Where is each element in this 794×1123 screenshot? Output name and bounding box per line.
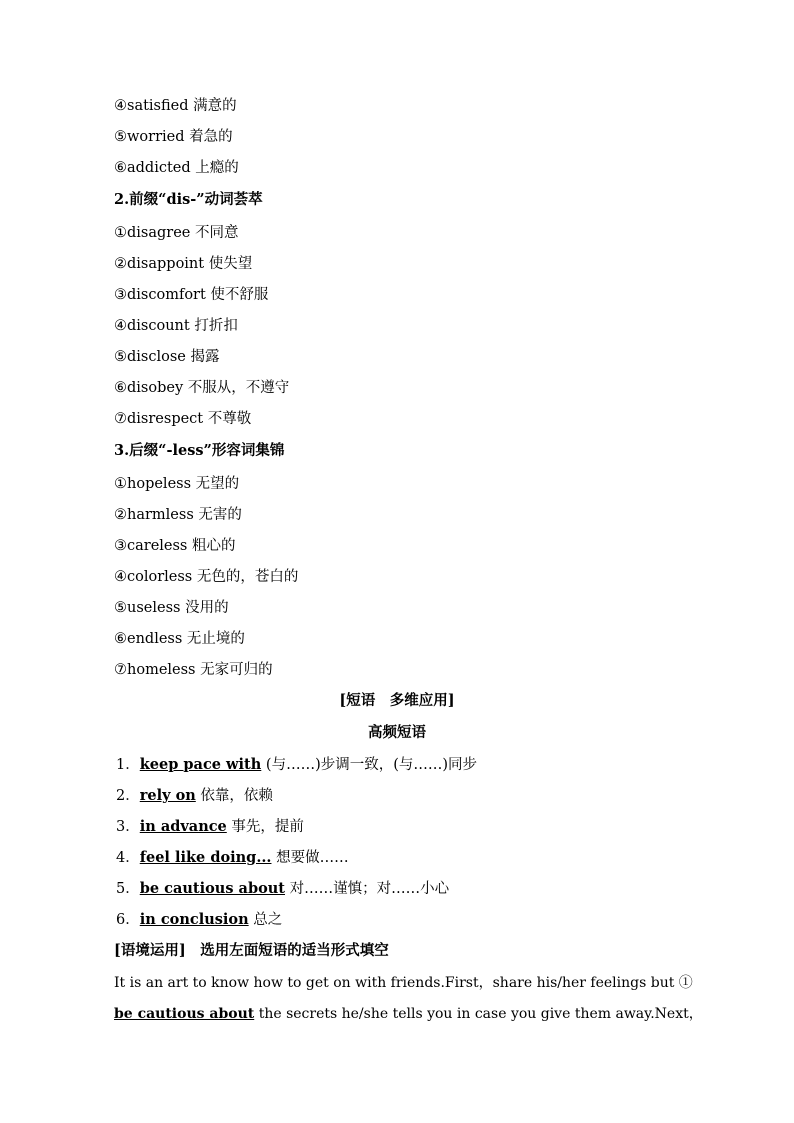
phrase-answer: in conclusion — [139, 911, 249, 928]
phrase-meaning: 对……谨慎；对……小心 — [285, 881, 450, 897]
phrase-item — [116, 848, 349, 868]
list1-item — [114, 158, 239, 178]
phrase-meaning: 想要做…… — [271, 850, 349, 866]
word: ④colorless — [114, 569, 193, 585]
phrase-meaning: (与……)步调一致，(与……)同步 — [261, 757, 478, 773]
meaning: 粗心的 — [187, 538, 236, 554]
list3-item — [114, 474, 239, 494]
passage-line — [114, 1004, 703, 1024]
subsection-title: 高频短语 — [368, 724, 426, 741]
passage-text: the secrets he/she tells you in case you give them away.Next， — [254, 1006, 703, 1022]
phrase-item — [116, 910, 282, 930]
word: ⑦disrespect — [114, 411, 204, 427]
phrase-answer: be cautious about — [139, 880, 285, 897]
meaning: 不尊敬 — [203, 411, 252, 427]
list3-item — [114, 505, 242, 525]
list3-item — [114, 629, 245, 649]
blank-answer: be cautious about — [114, 1006, 255, 1022]
phrase-answer: rely on — [139, 787, 196, 804]
heading-less-suffix: 3.后缀“-less”形容词集锦 — [114, 442, 285, 459]
phrase-item — [116, 879, 449, 899]
list2-item — [114, 347, 219, 367]
phrase-meaning: 事先，提前 — [226, 819, 304, 835]
list1-item — [114, 127, 233, 147]
phrase-number: 3． — [116, 819, 140, 835]
phrase-answer: keep pace with — [139, 756, 262, 773]
phrase-number: 5． — [116, 881, 140, 897]
meaning: 无望的 — [191, 476, 240, 492]
exercise-heading: [语境运用] 选用左面短语的适当形式填空 — [114, 942, 389, 959]
list3-item — [114, 660, 273, 680]
meaning: 揭露 — [185, 349, 220, 365]
phrase-item — [116, 817, 304, 837]
list3-item — [114, 536, 236, 556]
word: ④satisfied — [114, 98, 189, 114]
phrase-answer: in advance — [139, 818, 227, 835]
word: ②harmless — [114, 507, 194, 523]
phrase-number: 4． — [116, 850, 140, 866]
word: ①disagree — [114, 225, 191, 241]
list2-item — [114, 254, 252, 274]
list2-item — [114, 223, 239, 243]
word: ①hopeless — [114, 476, 192, 492]
word: ⑥disobey — [114, 380, 184, 396]
list2-item — [114, 285, 268, 305]
meaning: 使失望 — [204, 256, 253, 272]
meaning: 无色的，苍白的 — [192, 569, 299, 585]
word: ⑥endless — [114, 631, 183, 647]
passage-line: It is an art to know how to get on with friends.First，share his/her feelings but ① — [114, 975, 693, 991]
phrase-meaning: 总之 — [248, 912, 283, 928]
meaning: 着急的 — [184, 129, 233, 145]
section-title: [短语 多维应用] — [339, 692, 455, 709]
phrase-meaning: 依靠，依赖 — [195, 788, 273, 804]
meaning: 无家可归的 — [195, 662, 273, 678]
phrase-answer: feel like doing... — [139, 849, 272, 866]
phrase-number: 6． — [116, 912, 140, 928]
word: ②disappoint — [114, 256, 205, 272]
list2-item — [114, 378, 289, 398]
meaning: 满意的 — [188, 98, 237, 114]
heading-dis-prefix: 2.前缀“dis-”动词荟萃 — [114, 191, 263, 208]
meaning: 无止境的 — [182, 631, 245, 647]
list2-item — [114, 409, 251, 429]
meaning: 上瘾的 — [190, 160, 239, 176]
word: ⑦homeless — [114, 662, 196, 678]
meaning: 使不舒服 — [205, 287, 269, 303]
phrase-number: 1． — [116, 757, 140, 773]
phrase-item — [116, 755, 477, 775]
phrase-item — [116, 786, 273, 806]
list3-item — [114, 567, 298, 587]
list2-item — [114, 316, 238, 336]
word: ⑤useless — [114, 600, 181, 616]
meaning: 不服从，不遵守 — [183, 380, 290, 396]
word: ⑤worried — [114, 129, 185, 145]
meaning: 无害的 — [193, 507, 242, 523]
word: ⑥addicted — [114, 160, 191, 176]
meaning: 不同意 — [190, 225, 239, 241]
word: ④discount — [114, 318, 190, 334]
list1-item — [114, 96, 237, 116]
list3-item — [114, 598, 229, 618]
word: ⑤disclose — [114, 349, 186, 365]
word: ③discomfort — [114, 287, 206, 303]
meaning: 打折扣 — [189, 318, 238, 334]
phrase-number: 2． — [116, 788, 140, 804]
word: ③careless — [114, 538, 188, 554]
meaning: 没用的 — [180, 600, 229, 616]
